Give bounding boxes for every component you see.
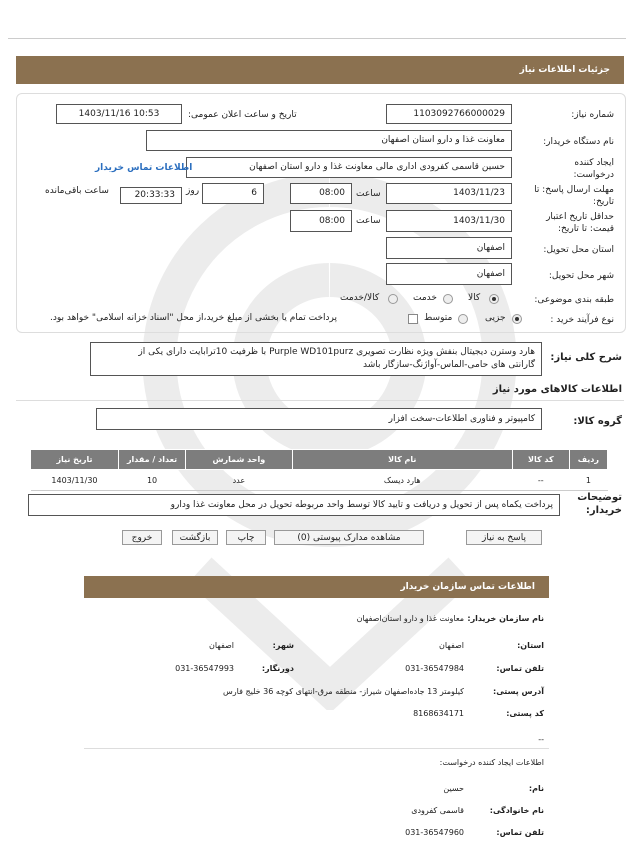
category-radio-service[interactable]	[443, 294, 453, 304]
delivery-province-field: اصفهان	[386, 237, 512, 259]
requester-label-2: درخواست:	[573, 170, 614, 180]
contact-title: اطلاعات تماس سازمان خریدار	[400, 582, 535, 592]
exit-button[interactable]: خروج	[122, 530, 162, 545]
creator-phone-label: تلفن تماس:	[496, 828, 544, 837]
buyer-org-label: نام دستگاه خریدار:	[543, 137, 614, 147]
category-option-both: کالا/خدمت	[340, 293, 380, 303]
creator-name-label: نام:	[528, 784, 544, 793]
buyer-notes-label-2: خریدار:	[585, 505, 622, 516]
goods-group-field: کامپیوتر و فناوری اطلاعات-سخت افزار	[96, 408, 542, 430]
summary-line-1: هارد وسترن دیجیتال بنفش ویژه نظارت تصویری Purple WD101purz با ظرفیت 10ترابایت دارای یکی از	[138, 347, 535, 357]
delivery-city-label: شهر محل تحویل:	[548, 271, 614, 281]
category-label: طبقه بندی موضوعی:	[534, 295, 614, 305]
reply-deadline-date: 1403/11/23	[386, 183, 512, 204]
col-unit: واحد شمارش	[186, 450, 293, 470]
col-row: ردیف	[569, 450, 607, 470]
reply-time-label: ساعت	[356, 189, 381, 199]
summary-field	[90, 342, 542, 376]
back-button[interactable]: بازگشت	[172, 530, 218, 545]
goods-info-title: اطلاعات کالاهای مورد نیاز	[492, 384, 622, 395]
announce-datetime-value: 1403/11/16 10:53	[78, 109, 160, 119]
contact-divider	[84, 748, 549, 749]
city-value: اصفهان	[208, 641, 234, 650]
creator-name-value: حسین	[443, 784, 464, 793]
requester-field: حسین قاسمی کفرودی اداری مالی معاونت غذا و دارو استان اصفهان	[186, 157, 512, 178]
price-validity-label-1: حداقل تاریخ اعتبار	[546, 212, 614, 222]
col-qty: تعداد / مقدار	[118, 450, 185, 470]
col-code: کد کالا	[512, 450, 569, 470]
treasury-checkbox[interactable]	[408, 314, 418, 324]
items-table	[30, 449, 608, 491]
cell-row: 1	[569, 470, 607, 491]
category-radio-goods[interactable]	[489, 294, 499, 304]
address-value: کیلومتر 13 جاده‌اصفهان شیراز- منطقه مرق-انتهای کوچه 36 خلیج فارس	[223, 687, 464, 696]
attachments-button[interactable]: مشاهده مدارک پیوستی (0)	[274, 530, 424, 545]
process-radio-minor[interactable]	[512, 314, 522, 324]
reply-deadline-label-2: تاریخ:	[593, 197, 614, 207]
fax-value: 031-36547993	[175, 664, 234, 673]
buyer-notes-field: پرداخت یکماه پس از تحویل و دریافت و تایید کالا توسط واحد مربوطه تحویل در محل معاونت غذا ودارو	[28, 494, 560, 516]
empty-dash: --	[538, 735, 544, 744]
price-validity-label-2: قیمت: تا تاریخ:	[558, 224, 614, 234]
requester-label-1: ایجاد کننده	[574, 158, 614, 168]
cell-code: --	[512, 470, 569, 491]
process-option-medium: متوسط	[424, 313, 453, 323]
page-title: جزئیات اطلاعات نیاز	[519, 65, 610, 75]
creator-family-label: نام خانوادگی:	[489, 806, 544, 815]
items-table-header	[31, 450, 608, 470]
reply-button[interactable]: پاسخ به نیاز	[466, 530, 542, 545]
goods-divider	[16, 400, 624, 401]
fax-label: دورنگار:	[261, 664, 294, 673]
announce-datetime-field	[56, 104, 182, 124]
city-label: شهر:	[272, 641, 294, 650]
province-label: استان:	[517, 641, 544, 650]
goods-group-label: گروه کالا:	[573, 416, 622, 427]
reply-deadline-label-1: مهلت ارسال پاسخ: تا	[534, 185, 614, 195]
page-header	[16, 56, 624, 84]
delivery-province-label: استان محل تحویل:	[543, 245, 614, 255]
remaining-time-field: 20:33:33	[120, 187, 182, 204]
category-radio-both[interactable]	[388, 294, 398, 304]
province-value: اصفهان	[438, 641, 464, 650]
buyer-org-field: معاونت غذا و دارو استان اصفهان	[146, 130, 512, 151]
price-validity-time: 08:00	[290, 210, 352, 232]
price-validity-time-label: ساعت	[356, 216, 381, 226]
creator-phone-value: 031-36547960	[405, 828, 464, 837]
process-radio-medium[interactable]	[458, 314, 468, 324]
category-option-service: خدمت	[413, 293, 437, 303]
print-button[interactable]: چاپ	[226, 530, 266, 545]
buyer-contact-link[interactable]: اطلاعات تماس خریدار	[95, 163, 193, 173]
process-type-label: نوع فرآیند خرید :	[550, 315, 614, 325]
cell-unit: عدد	[186, 470, 293, 491]
address-label: آدرس پستی:	[493, 687, 544, 696]
phone-value: 031-36547984	[405, 664, 464, 673]
org-value: معاونت غذا و دارو استان‌اصفهان	[356, 614, 464, 623]
price-validity-date: 1403/11/30	[386, 210, 512, 232]
col-name: نام کالا	[292, 450, 512, 470]
announce-datetime-label: تاریخ و ساعت اعلان عمومی:	[188, 110, 297, 120]
cell-qty: 10	[118, 470, 185, 491]
process-option-minor: جزیی	[485, 313, 506, 323]
org-label: نام سازمان خریدار:	[467, 614, 544, 623]
col-date: تاریخ نیاز	[31, 450, 119, 470]
postal-label: کد پستی:	[506, 709, 544, 718]
treasury-note: پرداخت تمام یا بخشی از مبلغ خرید،از محل "اسناد خزانه اسلامی" خواهد بود.	[50, 313, 338, 323]
summary-label: شرح کلی نیاز:	[550, 352, 622, 363]
table-row	[31, 470, 608, 491]
postal-value: 8168634171	[413, 709, 464, 718]
category-option-goods: کالا	[468, 293, 481, 303]
creator-family-value: قاسمی کفرودی	[411, 806, 464, 815]
reply-deadline-time: 08:00	[290, 183, 352, 204]
reply-days-label: روز	[186, 186, 200, 196]
need-number-label: شماره نیاز:	[571, 110, 614, 120]
top-divider	[8, 38, 626, 39]
creator-title: اطلاعات ایجاد کننده درخواست:	[439, 758, 544, 767]
remaining-time-label: ساعت باقی‌مانده	[45, 186, 109, 196]
contact-header	[84, 576, 549, 598]
summary-line-2: گارانتی های حامی-الماس-آواژنگ-سازگار باشد	[362, 360, 535, 370]
reply-days-field: 6	[202, 183, 264, 204]
phone-label: تلفن تماس:	[496, 664, 544, 673]
cell-date: 1403/11/30	[31, 470, 119, 491]
need-number-field: 1103092766000029	[386, 104, 512, 124]
delivery-city-field: اصفهان	[386, 263, 512, 285]
buyer-notes-label-1: توضیحات	[577, 492, 622, 503]
cell-name: هارد دیسک	[292, 470, 512, 491]
